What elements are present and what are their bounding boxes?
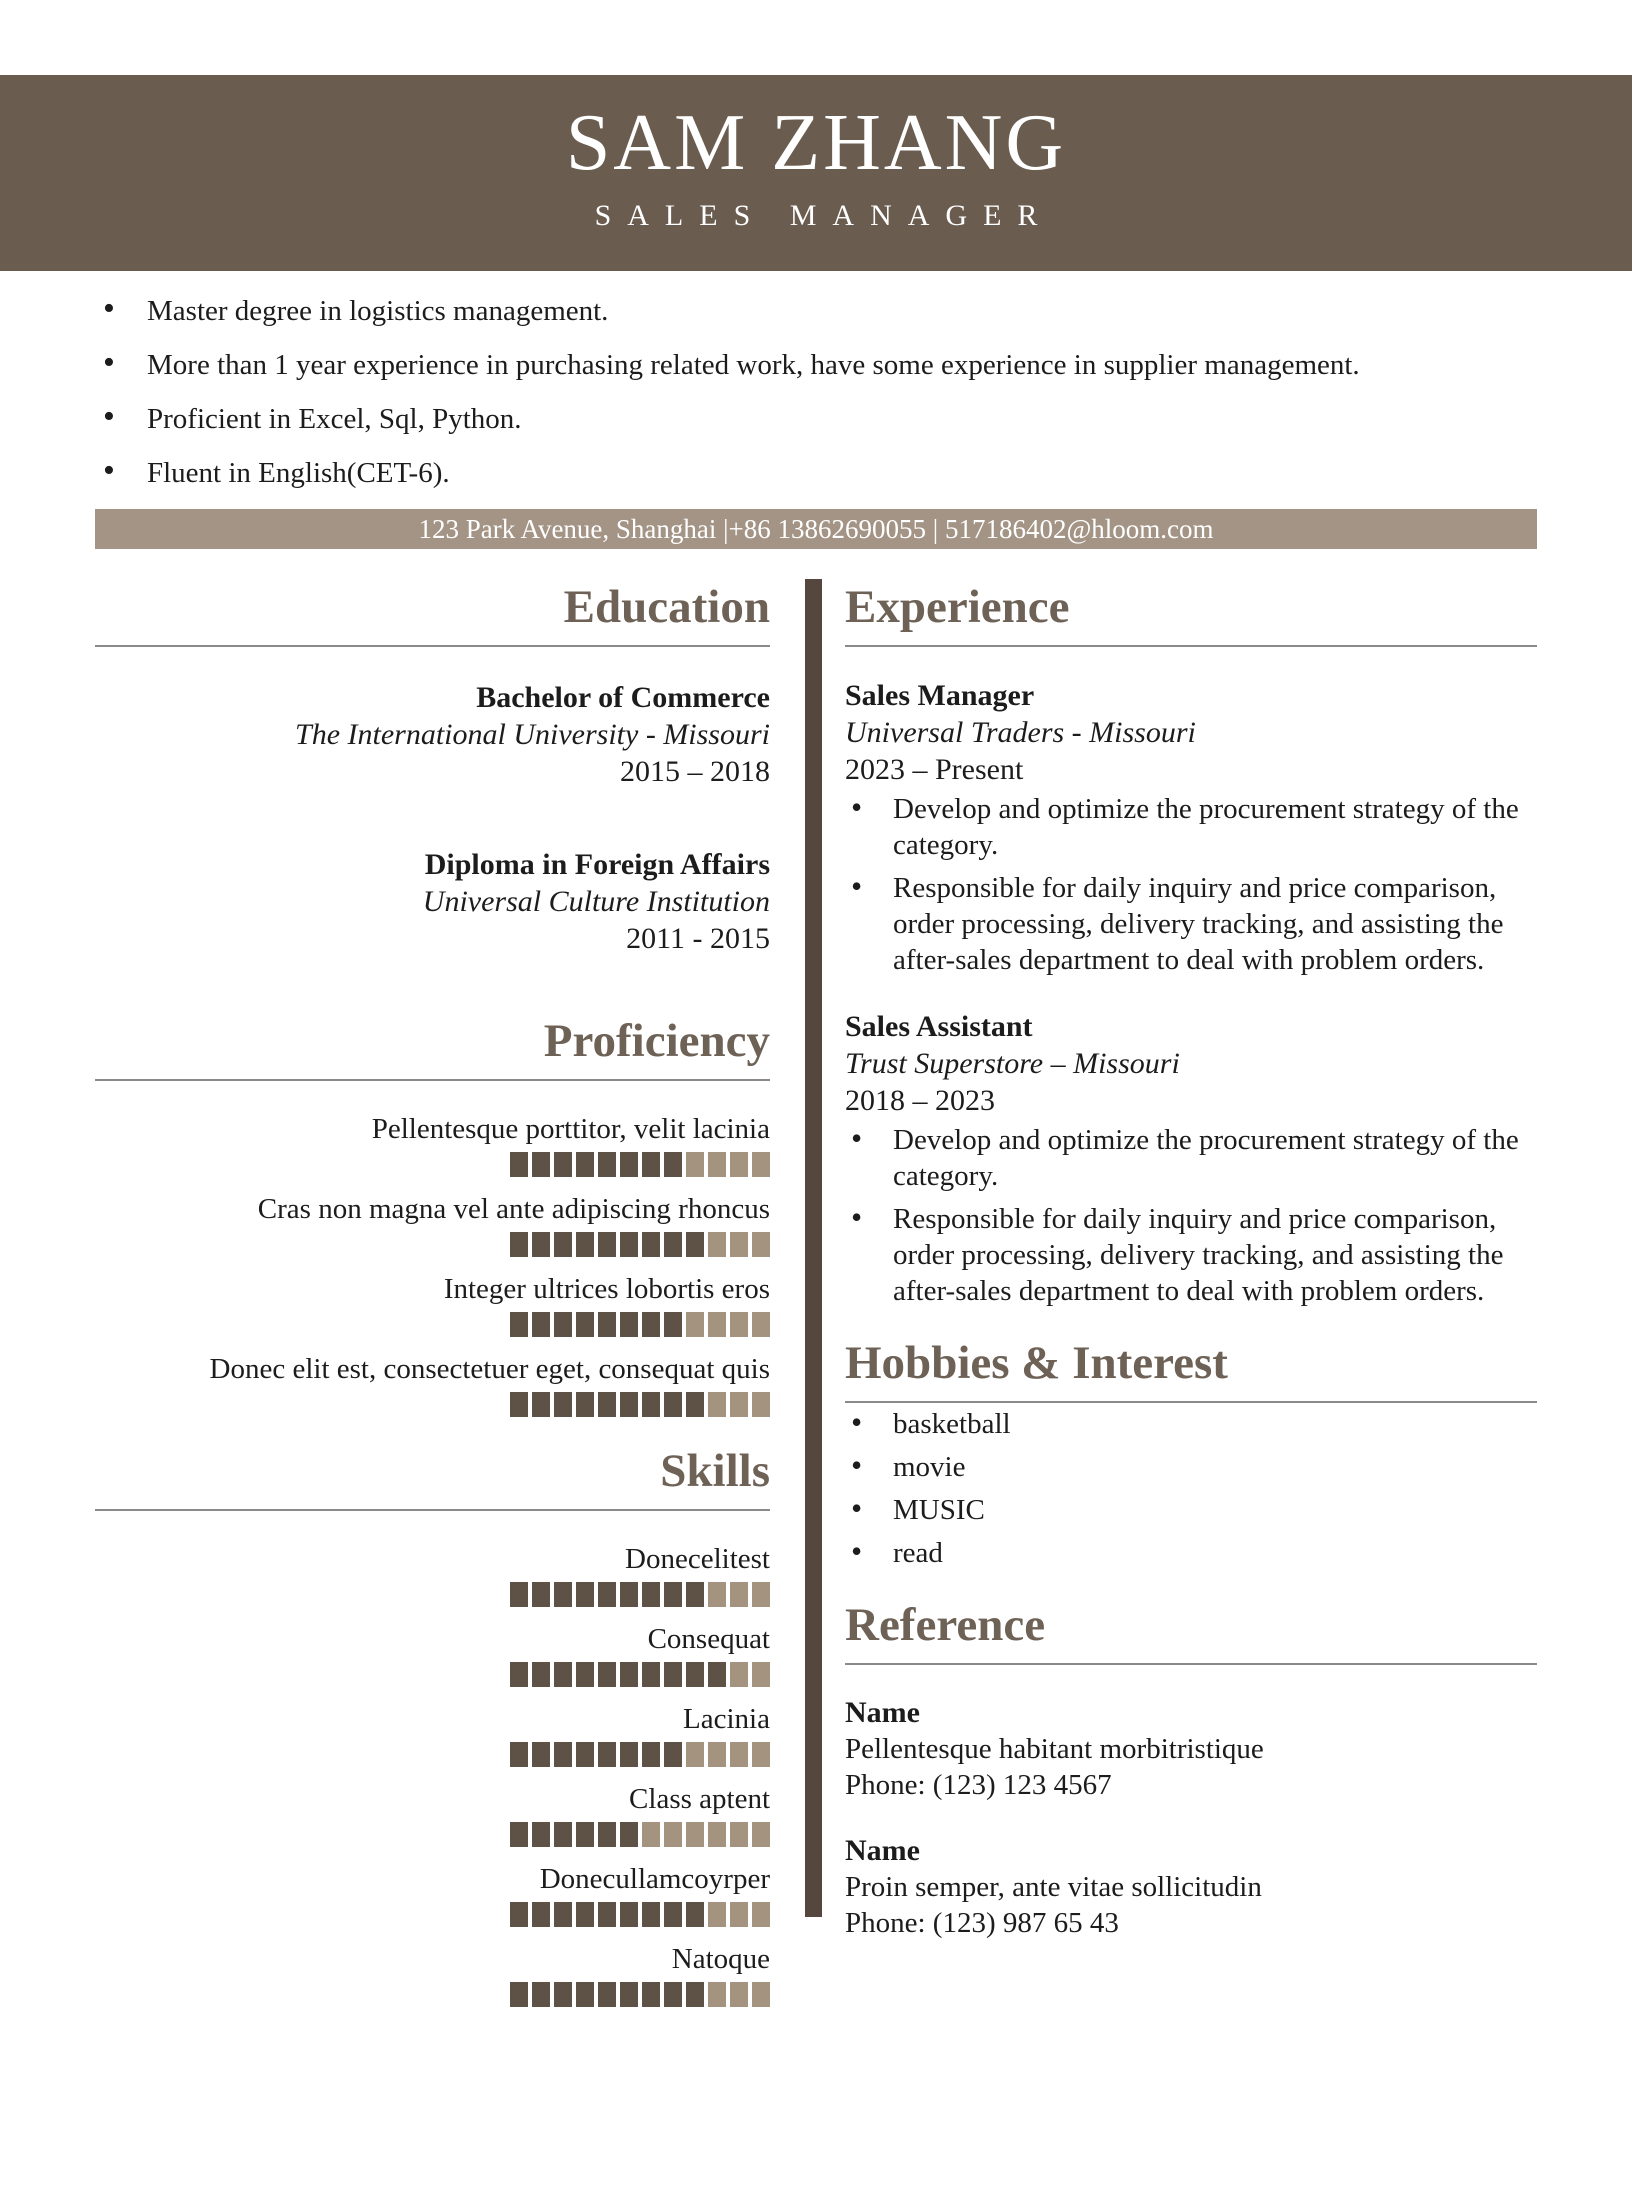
skill-square-empty [686,1312,704,1337]
skill-square-empty [730,1232,748,1257]
education-degree: Bachelor of Commerce [476,681,770,714]
skill-square-empty [752,1152,770,1177]
skill-square-empty [686,1152,704,1177]
skill-square-empty [642,1822,660,1847]
skill-label: Class aptent [629,1783,770,1815]
reference-label: Name [845,1696,920,1729]
skill-square-filled [598,1662,616,1687]
header-band [0,75,1632,271]
skill-square-filled [620,1742,638,1767]
skill-square-filled [686,1982,704,2007]
skill-square-filled [554,1982,572,2007]
person-job-title: SALES MANAGER [594,199,1054,232]
contact-bar: 123 Park Avenue, Shanghai |+86 13862690055 | 517186402@hloom.com [95,509,1537,549]
hobby-item: • MUSIC [845,1492,1537,1528]
skill-square-filled [532,1232,550,1257]
skill-square-filled [532,1822,550,1847]
skill-square-filled [642,1152,660,1177]
skill-square-filled [620,1902,638,1927]
skill-square-empty [730,1152,748,1177]
skill-square-filled [620,1312,638,1337]
skill-square-filled [532,1312,550,1337]
skill-bar [95,1982,770,2007]
skill-square-filled [532,1662,550,1687]
skill-square-filled [532,1982,550,2007]
skill-square-filled [598,1392,616,1417]
skill-square-empty [730,1662,748,1687]
job-bullet-item: • Develop and optimize the procurement strategy of the category. [845,791,1537,863]
skill-square-filled [642,1232,660,1257]
skill-square-empty [752,1662,770,1687]
skill-bar [95,1232,770,1257]
hobbies-list [845,1406,1537,1571]
skill-square-empty [752,1582,770,1607]
skill-bar [95,1392,770,1417]
education-degree: Diploma in Foreign Affairs [424,848,770,881]
reference-phone: Phone: (123) 987 65 43 [845,1907,1119,1939]
skill-bar [95,1312,770,1337]
proficiency-label: Cras non magna vel ante adipiscing rhoncus [257,1193,770,1225]
skill-square-filled [532,1392,550,1417]
hobby-item: • read [845,1535,1537,1571]
proficiency-row [95,1191,770,1257]
skill-row [95,1621,770,1687]
education-dates: 2011 - 2015 [626,922,770,955]
reference-person: Proin semper, ante vitae sollicitudin [845,1871,1262,1903]
summary-bullet-item: • Proficient in Excel, Sql, Python. [95,401,1537,437]
skill-square-filled [510,1582,528,1607]
skill-square-filled [664,1742,682,1767]
skill-square-filled [554,1152,572,1177]
job-company: Trust Superstore – Missouri [845,1047,1180,1080]
skill-square-empty [708,1582,726,1607]
reference-entry [845,1833,1537,1941]
skill-square-filled [598,1232,616,1257]
skill-square-filled [642,1662,660,1687]
reference-phone: Phone: (123) 123 4567 [845,1769,1112,1801]
skill-row [95,1701,770,1767]
skill-row [95,1781,770,1847]
reference-person: Pellentesque habitant morbitristique [845,1733,1264,1765]
skill-square-filled [532,1742,550,1767]
skill-square-filled [532,1902,550,1927]
proficiency-label: Pellentesque porttitor, velit lacinia [371,1113,770,1145]
job-bullet-item: • Responsible for daily inquiry and price comparison, order processing, delivery tracking, and assisting the after-sales department to deal with problem orders. [845,870,1537,978]
skill-square-empty [730,1582,748,1607]
proficiency-row [95,1111,770,1177]
skill-row [95,1861,770,1927]
summary-list [95,293,1537,491]
skill-square-empty [686,1742,704,1767]
skill-square-filled [642,1582,660,1607]
skill-square-filled [576,1902,594,1927]
skill-square-empty [752,1232,770,1257]
skill-square-filled [576,1982,594,2007]
skill-square-filled [532,1152,550,1177]
skills-rule [95,1509,770,1511]
reference-heading: Reference [845,1599,1046,1651]
job-title: Sales Manager [845,679,1035,712]
skill-square-filled [664,1662,682,1687]
skill-square-empty [730,1982,748,2007]
skill-square-filled [686,1392,704,1417]
right-column [845,579,1537,1941]
column-divider [805,579,822,1917]
skill-square-empty [752,1742,770,1767]
reference-label: Name [845,1834,920,1867]
skill-square-filled [576,1822,594,1847]
skill-square-empty [708,1742,726,1767]
hobby-item: • movie [845,1449,1537,1485]
skill-square-filled [598,1152,616,1177]
skill-row [95,1541,770,1607]
skill-square-filled [576,1662,594,1687]
education-school: Universal Culture Institution [422,885,770,918]
job-bullet-item: • Responsible for daily inquiry and price comparison, order processing, delivery tracking, and assisting the after-sales department to deal with problem orders. [845,1201,1537,1309]
skill-square-filled [598,1822,616,1847]
skill-square-filled [664,1582,682,1607]
skill-square-filled [554,1822,572,1847]
education-rule [95,645,770,647]
skill-square-filled [598,1742,616,1767]
job-dates: 2018 – 2023 [845,1084,995,1117]
skill-square-filled [686,1232,704,1257]
skill-square-empty [708,1392,726,1417]
skill-square-empty [752,1902,770,1927]
experience-rule [845,645,1537,647]
job-title: Sales Assistant [845,1010,1033,1043]
skill-square-filled [708,1662,726,1687]
skills-heading: Skills [660,1445,770,1497]
skill-square-filled [620,1152,638,1177]
left-column [95,579,770,2021]
two-column-body [0,579,1632,2021]
skill-square-filled [598,1582,616,1607]
skill-square-filled [686,1582,704,1607]
skill-square-filled [510,1742,528,1767]
skill-square-filled [510,1822,528,1847]
skill-square-filled [664,1982,682,2007]
skill-square-filled [642,1742,660,1767]
skill-label: Donecullamcoyrper [539,1863,770,1895]
summary-bullet-item: • Master degree in logistics management. [95,293,1537,329]
skill-square-empty [708,1232,726,1257]
skill-bar [95,1822,770,1847]
skill-square-filled [686,1662,704,1687]
skill-square-filled [510,1662,528,1687]
skill-square-filled [598,1902,616,1927]
job-bullet-item: • Develop and optimize the procurement strategy of the category. [845,1122,1537,1194]
skill-square-empty [686,1822,704,1847]
person-name: SAM ZHANG [565,99,1067,187]
skill-square-filled [620,1392,638,1417]
reference-list [845,1695,1537,1941]
skill-square-filled [620,1662,638,1687]
education-entry [95,679,770,790]
skill-square-filled [532,1582,550,1607]
proficiency-label: Donec elit est, consectetuer eget, consequat quis [209,1353,770,1385]
hobbies-heading: Hobbies & Interest [845,1337,1228,1389]
skill-square-filled [510,1902,528,1927]
proficiency-rule [95,1079,770,1081]
skill-square-filled [554,1662,572,1687]
hobbies-rule [845,1401,1537,1403]
skill-square-filled [642,1312,660,1337]
education-entry [95,846,770,957]
skill-bar [95,1582,770,1607]
skill-square-filled [664,1152,682,1177]
skill-square-filled [576,1392,594,1417]
skill-square-filled [686,1902,704,1927]
skill-square-filled [576,1312,594,1337]
skill-square-empty [730,1742,748,1767]
hobby-item: • basketball [845,1406,1537,1442]
job-entry [845,1008,1537,1309]
skill-square-filled [620,1982,638,2007]
skill-square-empty [708,1982,726,2007]
education-school: The International University - Missouri [295,718,770,751]
job-dates: 2023 – Present [845,753,1024,786]
skill-square-filled [664,1392,682,1417]
skill-square-filled [576,1232,594,1257]
skill-label: Donecelitest [625,1543,770,1575]
skill-square-filled [576,1742,594,1767]
education-dates: 2015 – 2018 [620,755,770,788]
skill-square-empty [752,1822,770,1847]
skill-square-empty [708,1152,726,1177]
proficiency-row [95,1271,770,1337]
skill-square-filled [620,1582,638,1607]
skill-square-filled [664,1312,682,1337]
education-list [95,679,770,957]
skill-square-empty [752,1982,770,2007]
skill-square-filled [554,1742,572,1767]
education-heading: Education [563,581,770,633]
skill-square-empty [708,1822,726,1847]
reference-rule [845,1663,1537,1665]
skill-square-filled [554,1902,572,1927]
job-entry [845,677,1537,978]
skill-square-empty [664,1822,682,1847]
skill-square-empty [708,1312,726,1337]
job-bullet-list [845,791,1537,978]
skill-square-empty [730,1392,748,1417]
skill-square-filled [554,1392,572,1417]
skill-square-filled [620,1822,638,1847]
skill-square-filled [664,1232,682,1257]
skill-square-filled [510,1982,528,2007]
skill-square-empty [730,1902,748,1927]
skill-label: Lacinia [683,1703,770,1735]
proficiency-label: Integer ultrices lobortis eros [443,1273,770,1305]
skill-square-filled [510,1312,528,1337]
experience-heading: Experience [845,581,1070,633]
skill-square-filled [510,1152,528,1177]
job-bullet-list [845,1122,1537,1309]
skills-list [95,1541,770,2007]
skill-square-filled [598,1982,616,2007]
skill-square-empty [730,1312,748,1337]
skill-square-empty [752,1312,770,1337]
skill-bar [95,1742,770,1767]
skill-square-filled [554,1582,572,1607]
skill-square-filled [664,1902,682,1927]
skill-label: Consequat [647,1623,770,1655]
resume-page [0,75,1632,2021]
skill-square-filled [554,1232,572,1257]
proficiency-list [95,1111,770,1417]
summary-bullet-item: • More than 1 year experience in purchasing related work, have some experience in supplier management. [95,347,1537,383]
skill-square-filled [642,1392,660,1417]
proficiency-heading: Proficiency [543,1015,770,1067]
skill-square-filled [576,1152,594,1177]
skill-bar [95,1152,770,1177]
skill-bar [95,1902,770,1927]
skill-square-filled [598,1312,616,1337]
skill-square-filled [642,1982,660,2007]
skill-square-filled [576,1582,594,1607]
skill-square-empty [730,1822,748,1847]
reference-entry [845,1695,1537,1803]
proficiency-row [95,1351,770,1417]
summary-bullet-item: • Fluent in English(CET-6). [95,455,1537,491]
skill-square-filled [620,1232,638,1257]
skill-square-filled [510,1232,528,1257]
skill-label: Natoque [671,1943,770,1975]
skill-square-filled [510,1392,528,1417]
skill-bar [95,1662,770,1687]
job-company: Universal Traders - Missouri [845,716,1196,749]
skill-square-filled [554,1312,572,1337]
skill-square-filled [642,1902,660,1927]
skill-square-empty [752,1392,770,1417]
skill-square-empty [708,1902,726,1927]
skill-row [95,1941,770,2007]
